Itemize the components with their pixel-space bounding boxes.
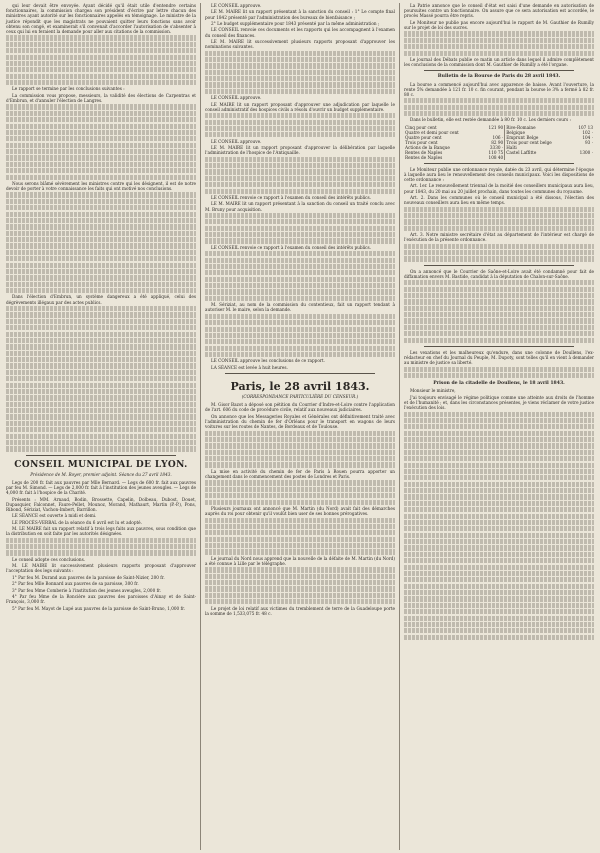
article-paragraph: J'ai toujours envisagé le régime politique comme une atteinte aux droits de l'homme et de l'humanité ; et, dans les circonstances présentes, je viens réclamer de votre justice l'exécution des lois. (404, 394, 594, 411)
text-line (205, 57, 395, 62)
text-line (6, 104, 196, 109)
text-line (205, 593, 395, 598)
text-line (6, 162, 196, 167)
text-line (6, 383, 196, 388)
text-line (205, 176, 395, 181)
article-paragraph: 5° Par feu M. Mayot de Lupé aux pauvres de la paroisse de Saint-Bruno, 1,000 fr. (12, 605, 185, 611)
market-value: 3330 · (489, 144, 504, 150)
article-paragraph: LA SÉANCE est levée à huit heures. (211, 364, 288, 370)
text-line (404, 565, 594, 570)
text-line (205, 157, 395, 162)
text-line (404, 482, 594, 487)
text-line (205, 543, 395, 548)
market-value: 107 13 (578, 124, 593, 130)
text-line (404, 616, 594, 621)
market-value: 110 75 (488, 149, 504, 155)
column-2 (205, 3, 395, 617)
section-divider (424, 346, 574, 347)
market-value: 93 · (585, 139, 593, 145)
article-paragraph: LE CONSEIL renvoie ces documents et les rapports qui les accompagnent à l'examen du conseil des finances. (205, 27, 395, 38)
text-line (6, 124, 196, 129)
letter-salutation: Monsieur le ministre, (410, 388, 456, 394)
text-line (6, 256, 196, 261)
text-line (6, 440, 196, 445)
text-line (404, 31, 594, 36)
text-line (205, 63, 395, 68)
text-line (6, 67, 196, 72)
text-line (205, 82, 395, 87)
text-line (205, 524, 395, 529)
text-line (404, 590, 594, 595)
text-line (205, 493, 395, 498)
text-line (205, 431, 395, 436)
text-line (205, 352, 395, 357)
text-line (6, 357, 196, 362)
article-paragraph: Le journal du Nord nous apprend que la nouvelle de la défaite de M. Martin (du Nord) a été connue à Lille par le télégraphe. (205, 555, 395, 566)
text-line (6, 363, 196, 368)
text-line (6, 243, 196, 248)
text-line (404, 412, 594, 417)
bourse-price-table (404, 125, 594, 160)
text-line (205, 270, 395, 275)
text-line (205, 289, 395, 294)
text-line (404, 299, 594, 304)
text-line (205, 437, 395, 442)
article-paragraph: La bourse a commencé aujourd'hui avec apparence de baisse. Avant l'ouverture, la rente 5% demandée à 121 fr. 10 c. fin courant, pendant la bourse le 3% a fermé à 82 fr. 80 c. (404, 81, 594, 97)
article-paragraph: Art. 2. Dans les communes où le conseil municipal a été dissous, l'élection des nouveaux conseillers aura lieu en même temps. (404, 195, 594, 206)
text-line (404, 244, 594, 249)
text-line (205, 530, 395, 535)
article-paragraph: qui leur devait être envoyée. Ayant décidé qu'il était utile d'entendre certains fonctionnaires, la commission chargea son président d'écrire par lettre chacun des ministres ayant autorité sur les fonctionnaires appelés en témoignage. Le ministre de la justice répondit que les magistrats ne pouvaient quitter leurs fonctions sans avoir obtenu son congé, et examinerait s'il convenait d'accorder l'autorisation de s'absenter à ceux qui lui en feraient la demande pour aller aux citations de la commission. (6, 3, 196, 35)
text-line (404, 226, 594, 231)
text-line (205, 189, 395, 194)
article-paragraph: LE M. MAIRE lit successivement plusieurs rapports proposant d'approuver les nominations suivantes. (205, 38, 395, 50)
text-line (205, 339, 395, 344)
text-line (6, 550, 196, 555)
text-line (6, 325, 196, 330)
article-paragraph: LE CONSEIL approuve. (211, 138, 262, 144)
text-line (205, 443, 395, 448)
text-line (6, 74, 196, 79)
market-value: 121 90 (488, 124, 504, 130)
text-line (6, 205, 196, 210)
text-line (205, 283, 395, 288)
text-line (6, 192, 196, 197)
text-line (205, 76, 395, 81)
market-label: Emprunt Belge (505, 135, 571, 140)
text-line (205, 450, 395, 455)
market-label: Quatre et demi pour cent (405, 129, 459, 135)
text-line (404, 318, 594, 323)
text-line (404, 256, 594, 261)
market-label: Rentes de Naples (405, 149, 443, 155)
section-heading: CONSEIL MUNICIPAL DE LYON. (14, 459, 188, 470)
article-paragraph: Dans le bulletin, elle est restée demandée à 80 fr. 10 c. Les derniers cours : (410, 117, 571, 123)
text-line (6, 312, 196, 317)
text-line (6, 61, 196, 66)
market-label: Rentes de Naples (405, 154, 443, 160)
text-line (205, 549, 395, 554)
text-line (6, 111, 196, 116)
text-line (205, 126, 395, 131)
bourse-bulletin-title: Bulletin de la Bourse de Paris du 28 avril 1843. (437, 74, 561, 80)
text-line (6, 288, 196, 293)
text-line (6, 376, 196, 381)
text-line (205, 219, 395, 224)
text-line (404, 545, 594, 550)
text-line (6, 414, 196, 419)
market-value: 104 · (582, 134, 593, 140)
text-line (205, 258, 395, 263)
article-paragraph: 1° Par feu M. Durand aux pauvres de la paroisse de Saint-Nizier, 200 fr. (12, 574, 165, 580)
text-line (404, 325, 594, 330)
text-line (6, 55, 196, 60)
market-label: Castel Laffitte (505, 150, 571, 155)
text-line (6, 344, 196, 349)
text-line (205, 320, 395, 325)
text-line (404, 219, 594, 224)
text-line (6, 80, 196, 85)
article-paragraph: Nous serons blâmé sévèrement les ministres contre qui les désignent, il est de notre devoir de porter à votre connaissance les faits qui ont motivé nos conclusions. (6, 180, 196, 192)
text-line (404, 331, 594, 336)
article-paragraph: La commission vous propose, messieurs, la validité des élections de Carpentras et d'Embrun, et d'annuler l'élection de Langres. (6, 92, 196, 103)
article-paragraph: M. Sériziat, au nom de la commission du contentieux, fait un rapport tendant à autoriser M. le maire, selon la demande. (205, 302, 395, 313)
text-line (205, 132, 395, 137)
text-line (404, 111, 594, 116)
article-paragraph: Le journal des Débats publie ce matin un article dans lequel il admire complètement les conclusions de la commission dont M. Gauthier de Rumilly a été l'organe. (404, 56, 594, 68)
dateline-heading: Paris, le 28 avril 1843. (230, 379, 370, 393)
text-line (404, 367, 594, 372)
text-line (404, 51, 594, 56)
text-line (404, 373, 594, 378)
text-line (404, 280, 594, 285)
article-paragraph: LE M. MAIRE lit un rapport présentant à la sanction du conseil : 1° Le compte final pour 1842 présenté par l'administration des bureaux de bienfaisance ; (205, 9, 395, 20)
text-line (205, 163, 395, 168)
text-line (6, 130, 196, 135)
text-line (205, 580, 395, 585)
text-line (404, 431, 594, 436)
article-paragraph: LE PROCÈS-VERBAL de la séance du 6 avril est lu et adopté. (12, 519, 142, 525)
text-line (205, 518, 395, 523)
text-line (404, 596, 594, 601)
article-paragraph: 2° Par feu Mlle Bonnard aux pauvres de sa paroisse, 300 fr. (12, 581, 139, 587)
text-line (404, 293, 594, 298)
text-line (6, 332, 196, 337)
column-rule (399, 3, 400, 850)
letter-place-date: Prison de la citadelle de Doullens, le 18 avril 1843. (433, 381, 565, 387)
article-paragraph: Art. 1er. Le renouvellement triennal de la moitié des conseillers municipaux aura lieu, pour 1843, du 20 mai au 20 juillet prochain, dans toutes les communes du royaume. (404, 183, 594, 194)
text-line (205, 462, 395, 467)
text-line (6, 275, 196, 280)
text-line (404, 628, 594, 633)
article-paragraph: Plusieurs journaux ont annoncé que M. Martin (du Nord) avait fait des démarches auprès du roi pour obtenir qu'il voulût bien user de ses bonnes prérogatives. (205, 505, 395, 517)
text-line (6, 155, 196, 160)
text-line (6, 224, 196, 229)
text-line (205, 480, 395, 485)
text-line (6, 199, 196, 204)
text-line (404, 552, 594, 557)
text-line (404, 520, 594, 525)
text-line (205, 264, 395, 269)
article-paragraph: LE CONSEIL renvoie ce rapport à l'examen du conseil des intérêts publics. (211, 244, 372, 250)
section-divider (424, 70, 574, 71)
text-line (6, 35, 196, 40)
text-line (404, 584, 594, 589)
text-line (205, 314, 395, 319)
text-line (6, 143, 196, 148)
text-line (205, 120, 395, 125)
text-line (404, 312, 594, 317)
text-line (404, 450, 594, 455)
text-line (404, 571, 594, 576)
market-label: Belgique (505, 130, 571, 135)
market-value: 106 · (492, 134, 504, 140)
article-paragraph: LE MAIRE lit un rapport proposant d'approuver une adjudication par laquelle le conseil administratif des hospices civils a résolu d'ouvrir un budget supplémentaire. (205, 101, 395, 112)
text-line (404, 603, 594, 608)
market-label: Rive-Romaine (505, 125, 571, 130)
text-line (404, 494, 594, 499)
text-line (205, 567, 395, 572)
section-subheading: Présidence de M. Royer, premier adjoint. Séance du 27 avril 1843. (30, 471, 172, 477)
text-line (205, 586, 395, 591)
text-line (6, 250, 196, 255)
article-paragraph: Legs de 200 fr. fait aux pauvres par Mlle Bernard. — Legs de 600 fr. fait aux pauvres par feu M. Simond. — Legs de 2,000 fr. fait à l'institution des jeunes aveugles. — Legs de 4,000 fr. fait à l'hospice de la Charité. (6, 479, 196, 496)
text-line (404, 539, 594, 544)
text-line (205, 500, 395, 505)
article-paragraph: On a annoncé que le Courrier de Saône-et-Loire avait été condamné pour fait de diffamation envers M. Bastide, candidat à la députation de Chalon-sur-Saône. (404, 268, 594, 279)
text-line (6, 136, 196, 141)
text-line (404, 526, 594, 531)
text-line (205, 232, 395, 237)
text-line (205, 456, 395, 461)
text-line (404, 488, 594, 493)
article-paragraph: Le Moniteur publie une ordonnance royale, datée du 23 avril, qui détermine l'époque à laquelle aura lieu le renouvellement des conseils municipaux. Voici les dispositions de cette ordonnance : (404, 166, 594, 183)
text-line (6, 427, 196, 432)
text-line (404, 250, 594, 255)
article-paragraph: La Patrie annonce que le conseil d'état est saisi d'une demande en autorisation de poursuites contre un fonctionnaire. On assure que ce sera autorisation est accordée, le procès Massé pourra être repris. (404, 3, 594, 19)
text-line (404, 44, 594, 49)
market-label: Actions de la Banque (405, 144, 450, 150)
article-paragraph: LE CONSEIL approuve les conclusions de ce rapport. (211, 358, 325, 364)
text-line (6, 538, 196, 543)
text-line (6, 544, 196, 549)
column-1 (6, 3, 196, 612)
section-divider (26, 455, 176, 456)
text-line (205, 70, 395, 75)
text-line (404, 98, 594, 103)
article-paragraph: LE M. MAIRE lit un rapport présentant à la sanction du conseil un traité conclu avec M. Bruny pour acquisition. (205, 201, 395, 212)
table-row (404, 155, 594, 160)
text-line (404, 443, 594, 448)
text-line (6, 408, 196, 413)
article-paragraph: M. LE MAIRE lit successivement plusieurs rapports proposant d'approuver l'acceptation des legs suivants : (6, 563, 196, 574)
text-line (404, 469, 594, 474)
text-line (6, 389, 196, 394)
text-line (404, 338, 594, 343)
text-line (404, 306, 594, 311)
text-line (6, 263, 196, 268)
market-label: Cinq pour cent (405, 124, 437, 130)
market-value (571, 155, 594, 160)
column-rule (200, 3, 201, 850)
market-label: Quatre pour cent (405, 134, 442, 140)
market-value: 1300 · (579, 149, 593, 155)
section-divider (424, 163, 574, 164)
article-paragraph: 3° Par feu Mme Comberie à l'institution des jeunes aveugles, 2,000 fr. (12, 587, 162, 593)
text-line (6, 306, 196, 311)
article-paragraph: LE CONSEIL approuve. (211, 95, 262, 101)
text-line (404, 456, 594, 461)
text-line (404, 635, 594, 640)
text-line (205, 296, 395, 301)
text-line (404, 424, 594, 429)
article-paragraph: La mise en activité du chemin de fer de Paris à Rouen pourra apporter un changement dans le commencement des postes de Londres et Paris. (205, 468, 395, 480)
text-line (6, 168, 196, 173)
market-value: 102 · (582, 129, 593, 135)
article-paragraph: Le projet de loi relatif aux victimes du tremblement de terre de la Guadeloupe porte la somme de 1,533,075 fr. 48 c. (205, 605, 395, 616)
text-line (404, 501, 594, 506)
text-line (6, 421, 196, 426)
text-line (404, 533, 594, 538)
article-paragraph: LE CONSEIL approuve. (211, 3, 262, 8)
article-paragraph: LE M. MAIRE lit un rapport proposant d'approuver la délibération par laquelle l'administration de l'hospice de l'Antiquaille. (205, 145, 395, 156)
dateline-subheading: (CORRESPONDANCE PARTICULIÈRE DU CENSEUR.) (241, 393, 359, 399)
text-line (404, 213, 594, 218)
text-line (6, 319, 196, 324)
text-line (404, 558, 594, 563)
market-label: Trois pour cent (405, 139, 438, 145)
text-line (6, 446, 196, 451)
text-line (205, 537, 395, 542)
text-line (6, 175, 196, 180)
text-line (6, 434, 196, 439)
section-divider (424, 265, 574, 266)
text-line (205, 487, 395, 492)
text-line (6, 237, 196, 242)
text-line (205, 169, 395, 174)
market-label: Trois pour cent belge (505, 140, 571, 145)
article-paragraph: Les vexations et les malheureux qu'endure, dans une colonne de Doullens, l'ex-rédacteur en chef du Journal du Peuple, M. Dupoty, sont telles qu'il en vient à demander au ministre de justice sa liberté. (404, 349, 594, 366)
text-line (6, 149, 196, 154)
text-line (404, 609, 594, 614)
text-line (6, 231, 196, 236)
text-line (205, 333, 395, 338)
text-line (404, 437, 594, 442)
text-line (6, 395, 196, 400)
text-line (205, 346, 395, 351)
market-label: Haïti (505, 145, 571, 150)
text-line (6, 269, 196, 274)
article-paragraph: Art. 3. Notre ministre secrétaire d'état au département de l'intérieur est chargé de l'exécution de la présente ordonnance. (404, 232, 594, 243)
text-line (205, 113, 395, 118)
market-label (505, 155, 571, 160)
text-line (205, 89, 395, 94)
text-line (6, 212, 196, 217)
text-line (6, 338, 196, 343)
column-3 (404, 3, 594, 641)
text-line (205, 213, 395, 218)
text-line (205, 182, 395, 187)
text-line (205, 599, 395, 604)
article-paragraph: 2° Le budget supplémentaire pour 1843 présenté par la même administration ; (211, 20, 380, 26)
text-line (6, 42, 196, 47)
market-value: 82 90 (491, 139, 504, 145)
text-line (205, 238, 395, 243)
text-line (6, 48, 196, 53)
text-line (6, 370, 196, 375)
text-line (404, 577, 594, 582)
text-line (205, 327, 395, 332)
article-paragraph: On annonce que les Messageries Royales et Générales ont définitivement traité avec l'administration du chemin de fer d'Orléans pour le transport en wagons de leurs voitures sur les routes de Nantes, de Bordeaux et de Toulouse. (205, 413, 395, 430)
text-line (6, 218, 196, 223)
text-line (6, 351, 196, 356)
text-line (404, 514, 594, 519)
text-line (6, 282, 196, 287)
article-paragraph: M. Gisor Bazot a déposé son pétition du Courrier d'Indre-et-Loire contre l'application de l'art. 606 du code de procédure civile, relatif aux nouveaux judiciaires. (205, 402, 395, 413)
article-paragraph: Le Moniteur ne publie pas encore aujourd'hui le rapport de M. Gauthier de Rumilly sur le projet de loi des sucres. (404, 19, 594, 30)
text-line (404, 475, 594, 480)
text-line (404, 287, 594, 292)
text-line (404, 622, 594, 627)
text-line (404, 207, 594, 212)
text-line (205, 574, 395, 579)
article-paragraph: Le rapport se termine par les conclusions suivantes : (12, 86, 125, 92)
text-line (404, 463, 594, 468)
article-paragraph: Présents : MM. Arnaud, Bodin, Brossette, Capelin, Dolbeau, Dubost, Douet, Dupasquier, Falconnet, Faure-Pellet, Mounoz, Morand, Mathaurt, Martin (P.-P.), Pons, Ribond, Sériziat, Vachon-Imbert, Barrillon. (6, 496, 196, 512)
text-line (205, 277, 395, 282)
text-line (205, 226, 395, 231)
text-line (205, 51, 395, 56)
article-paragraph: 4° Par feu Mme de la Roncière aux pauvres des paroisses d'Ainay et de Saint-François, 3,000 fr. (6, 593, 196, 605)
article-paragraph: Le conseil adopte ces conclusions. (12, 556, 86, 562)
text-line (404, 38, 594, 43)
market-value: 108 40 (488, 154, 504, 160)
text-line (404, 418, 594, 423)
section-divider (225, 373, 375, 374)
article-paragraph: M. LE MAIRE fait un rapport relatif à trois legs faits aux pauvres, sous condition que la distribution en soit faite par les autorités désignées. (6, 526, 196, 537)
article-paragraph: LE CONSEIL renvoie ce rapport à l'examen du conseil des intérêts publics. (211, 194, 372, 200)
article-paragraph: LE SÉANCE est ouverte à midi et demi. (12, 513, 97, 519)
article-paragraph: Dans l'élection d'Embrun, un système dangereux a été appliqué, celui des dégrèvements illégaux par des actes publics. (6, 294, 196, 305)
text-line (6, 117, 196, 122)
text-line (205, 251, 395, 256)
text-line (404, 507, 594, 512)
text-line (404, 105, 594, 110)
text-line (6, 402, 196, 407)
